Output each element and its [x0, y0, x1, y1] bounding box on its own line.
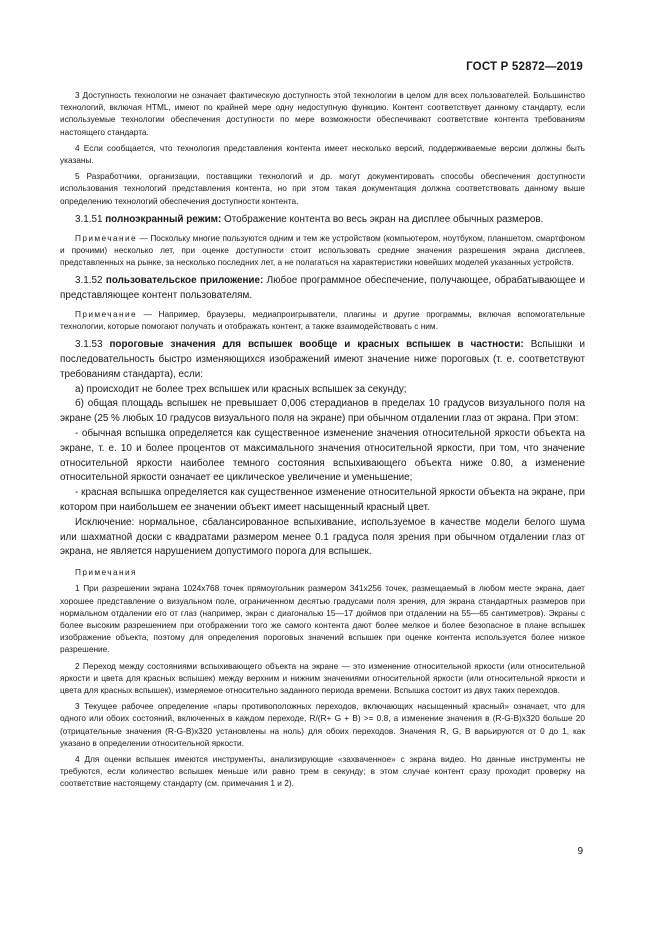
note-paragraph: 1 При разрешении экрана 1024x768 точек прямоугольник размером 341x256 точек, размещаемый в любом месте экрана, дает хорошее представление о визуальном поле, ограниченном десятью градусами поля зрения, для экрана стандартных размеров при нормальном отдалении его от глаз (например, экран с диагональю 15—17 дюймов при отдалении на 55—65 сантиметров). Экраны с более высоким разрешением при отображении того же самого контента дают более мелкое и более безопасное в плане вспышек изображение объекта, поэтому для определения пороговых значений вспышек при оценке контента используется более низкое разрешение. — [60, 583, 585, 655]
term-definition-3-1-51 — [60, 213, 585, 228]
note-paragraph: 3 Доступность технологии не означает фактическую доступность этой технологии в целом для всех пользователей. Большинство технологий, включая HTML, имеют по крайней мере одну недоступную функцию. Контент соответствует данному стандарту, если используемые технологии обеспечения доступности по мере возможности обеспечивают соответствие контента требованиям настоящего стандарта. — [60, 90, 585, 137]
note-paragraph: 4 Если сообщается, что технология представления контента имеет несколько версий, поддерживаемые версии должны быть указаны. — [60, 142, 585, 166]
list-item-b: б) общая площадь вспышек не превышает 0,006 стерадианов в пределах 10 градусов визуального поля на экране (25 % любых 10 градусов визуального поля на экране) при обычном отдалении глаз от экрана. При этом: — [60, 398, 585, 425]
term-text: Отображение контента во весь экран на дисплее обычных размеров. — [224, 213, 544, 225]
note-paragraph: 5 Разработчики, организации, поставщики технологий и др. могут документировать способы обеспечения доступности использования технологий представления контента, но при этом такая документация должна соответствовать данному выше определению технологий обеспечения доступности контента. — [60, 171, 585, 206]
page-body — [60, 89, 585, 790]
term-name: полноэкранный режим: — [105, 213, 222, 225]
note-text: — Поскольку многие пользуются одним и тем же устройством (компьютером, ноутбуком, планшетом, смартфоном и прочими) несколько лет, при оценке доступности стоит использовать средние значения разрешения экрана дисплеев, представленных на рынке, за несколько последних лет, а не полагаться на характеристики новейших моделей указанных устройств. — [60, 232, 585, 268]
note-text: — Например, браузеры, медиапроигрыватели, плагины и другие программы, включая вспомогательные технологии, которые помогают получать и отображать контент, а также взаимодействовать с ним. — [60, 308, 585, 332]
page-number: 9 — [577, 846, 583, 857]
term-text: Вспышки и последовательность быстро изменяющихся изображений имеют значение ниже пороговых (т. е. соответствуют требованиям стандарта), если: — [60, 339, 585, 380]
term-number: 3.1.53 — [75, 339, 103, 351]
note-label: Примечание — [75, 232, 138, 243]
term-text: Любое программное обеспечение, получающее, обрабатывающее и представляющее контент пользователям. — [60, 275, 585, 302]
notes-heading: Примечания — [75, 567, 137, 578]
term-name: пороговые значения для вспышек вообще и красных вспышек в частности: — [109, 339, 524, 351]
dash-item-red-flash: - красная вспышка определяется как существенное изменение относительной яркости объекта на экране, при котором при наибольшем ее значении объект имеет насыщенный красный цвет. — [60, 487, 585, 513]
note-paragraph: 4 Для оценки вспышек имеются инструменты, анализирующие «захваченное» с экрана видео. Но данные инструменты не требуются, если количество вспышек меньше или равно трем в секунду; в этом случае контент сразу проходит проверку на соответствие настоящему стандарту (см. примечания 1 и 2). — [60, 754, 585, 789]
note-label: Примечание — [75, 308, 138, 319]
term-note — [60, 232, 585, 269]
exception-paragraph: Исключение: нормальное, сбалансированное вспыхивание, используемое в качестве модели белого шума или шахматной доски с квадратами размером менее 0.1 градуса поля зрения при обычном отдалении глаз от экрана, не является нарушением допустимого порога для вспышек. — [60, 516, 585, 558]
term-number: 3.1.51 — [75, 213, 103, 225]
list-item-a: а) происходит не более трех вспышек или красных вспышек за секунду; — [75, 383, 407, 395]
note-paragraph: 2 Переход между состояниями вспыхивающего объекта на экране — это изменение относительной яркости (или относительной яркости и цвета для красных вспышек) между верхним и нижним значениями относительной яркости (или относительной яркости и цвета для красных вспышек), измеряемое относительно заданного периода времени. Вспышка состоит из двух таких переходов. — [60, 660, 585, 696]
term-definition-3-1-53 — [60, 338, 585, 382]
term-name: пользовательское приложение: — [105, 275, 264, 287]
document-standard-header: ГОСТ Р 52872—2019 — [466, 61, 583, 73]
note-paragraph: 3 Текущее рабочее определение «пары противоположных переходов, включающих насыщенный красный» означает, что для одного или обоих состояний, включенных в каждом переходе, R/(R+ G + B) >= 0.8, а изменение значения в (R-G-B)x320 больше 20 (отрицательные значения (R-G-B)x320 установлены на ноль) для обоих переходов. Значения R, G, В варьируются от 0 до 1, как указано в определении относительной яркости. — [60, 701, 585, 748]
term-number: 3.1.52 — [75, 275, 103, 287]
term-note — [60, 308, 585, 332]
term-definition-3-1-52 — [60, 274, 585, 304]
dash-item-normal-flash: - обычная вспышка определяется как существенное изменение значения относительной яркости объекта на экране, т. е. 10 и более процентов от максимального значения относительной яркости, при том, что значение относительной яркости наиболее темного состояния вспыхивающего объекта ниже 0.80, а изменение относительной яркости означает ее циклическое увеличение и уменьшение; — [60, 428, 585, 484]
